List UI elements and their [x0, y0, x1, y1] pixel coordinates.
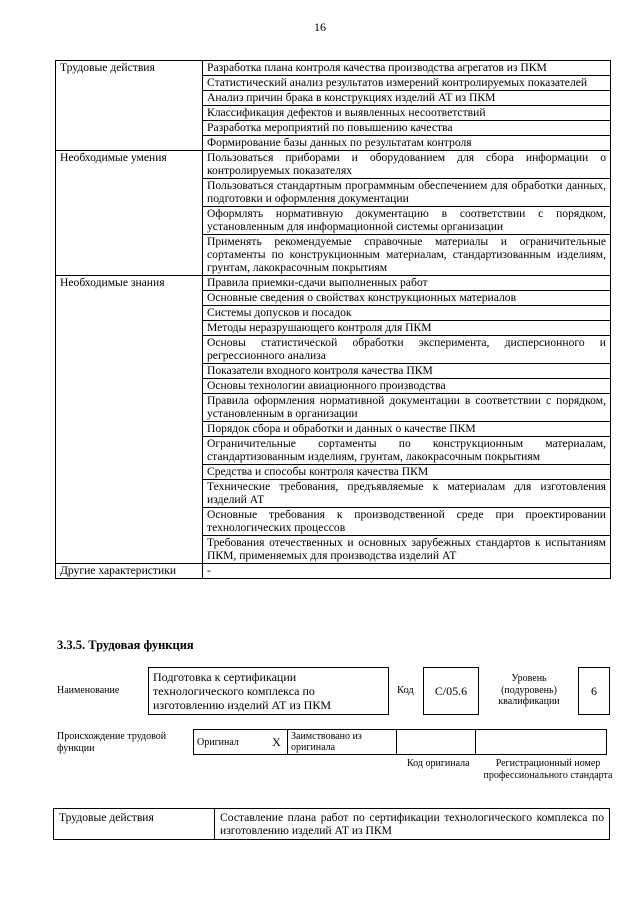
table-cell-item: Разработка плана контроля качества производства агрегатов из ПКМ — [203, 61, 611, 76]
table-row — [56, 276, 611, 291]
table-cell-item: Основы статистической обработки эксперимента, дисперсионного и регрессионного анализа — [203, 336, 611, 364]
table-cell-item: Применять рекомендуемые справочные материалы и ограничительные сортаменты по конструкционным материалам, стандартизованным изделиям, грунтам, лакокрасочным покрытиям — [203, 235, 611, 276]
level-value-box: 6 — [578, 667, 610, 715]
table-cell-item: Классификация дефектов и выявленных несоответствий — [203, 106, 611, 121]
reg-number-cell — [476, 730, 607, 755]
bottom-item: Составление плана работ по сертификации технологического комплекса по изготовлению изделий АТ из ПКМ — [215, 809, 610, 840]
section-heading: 3.3.5. Трудовая функция — [57, 638, 194, 652]
table-cell-item: Оформлять нормативную документацию в соответствии с порядком, установленным для информационной системы организации — [203, 207, 611, 235]
competency-table — [55, 60, 611, 579]
table-cell-item: Методы неразрушающего контроля для ПКМ — [203, 321, 611, 336]
code-original-label: Код оригинала — [407, 758, 470, 769]
original-label: Оригинал — [194, 730, 267, 755]
name-label: Наименование — [57, 685, 120, 696]
table-cell-item: Ограничительные сортаменты по конструкционным материалам, стандартизованным изделиям, грунтам, лакокрасочным покрытиям — [203, 437, 611, 465]
original-mark: X — [266, 730, 288, 755]
page-number: 16 — [314, 20, 326, 34]
table-row — [56, 564, 611, 579]
origin-table — [193, 729, 607, 755]
table-row — [56, 151, 611, 179]
category-label: Необходимые знания — [56, 276, 203, 564]
borrowed-label: Заимствовано из оригинала — [288, 730, 397, 755]
table-cell-item: Средства и способы контроля качества ПКМ — [203, 465, 611, 480]
bottom-table — [53, 808, 610, 840]
table-cell-item: Основные требования к производственной среде при проектировании технологических процессов — [203, 508, 611, 536]
competency-table-body — [56, 61, 611, 579]
table-cell-item: Основные сведения о свойствах конструкционных материалов — [203, 291, 611, 306]
table-cell-item: Основы технологии авиационного производства — [203, 379, 611, 394]
origin-label: Происхождение трудовой функции — [57, 731, 167, 754]
category-label: Другие характеристики — [56, 564, 203, 579]
table-cell-item: Правила приемки-сдачи выполненных работ — [203, 276, 611, 291]
table-cell-item: Показатели входного контроля качества ПКМ — [203, 364, 611, 379]
code-label: Код — [397, 685, 414, 696]
table-cell-item: Пользоваться стандартным программным обеспечением для обработки данных, подготовки и оформления документации — [203, 179, 611, 207]
function-name-box: Подготовка к сертификации технологического комплекса по изготовлению изделий АТ из ПКМ — [148, 667, 389, 715]
table-cell-item: Технические требования, предъявляемые к материалам для изготовления изделий АТ — [203, 480, 611, 508]
table-cell-item: Порядок сбора и обработки и данных о качестве ПКМ — [203, 422, 611, 437]
table-cell-item: - — [203, 564, 611, 579]
table-cell-item: Требования отечественных и основных зарубежных стандартов к испытаниям ПКМ, применяемых для производства изделий АТ — [203, 536, 611, 564]
code-original-cell — [397, 730, 476, 755]
level-label: Уровень (подуровень) квалификации — [498, 673, 560, 707]
table-cell-item: Статистический анализ результатов измерений контролируемых показателей — [203, 76, 611, 91]
table-cell-item: Пользоваться приборами и оборудованием для сбора информации о контролируемых показателях — [203, 151, 611, 179]
table-cell-item: Разработка мероприятий по повышению качества — [203, 121, 611, 136]
bottom-category-label: Трудовые действия — [54, 809, 215, 840]
table-cell-item: Формирование базы данных по результатам контроля — [203, 136, 611, 151]
code-value-box: C/05.6 — [423, 667, 479, 715]
reg-number-label: Регистрационный номер профессионального стандарта — [483, 758, 613, 781]
table-cell-item: Системы допусков и посадок — [203, 306, 611, 321]
category-label: Трудовые действия — [56, 61, 203, 151]
table-row — [56, 61, 611, 76]
category-label: Необходимые умения — [56, 151, 203, 276]
table-cell-item: Правила оформления нормативной документации в соответствии с порядком, установленным в организации — [203, 394, 611, 422]
table-cell-item: Анализ причин брака в конструкциях изделий АТ из ПКМ — [203, 91, 611, 106]
